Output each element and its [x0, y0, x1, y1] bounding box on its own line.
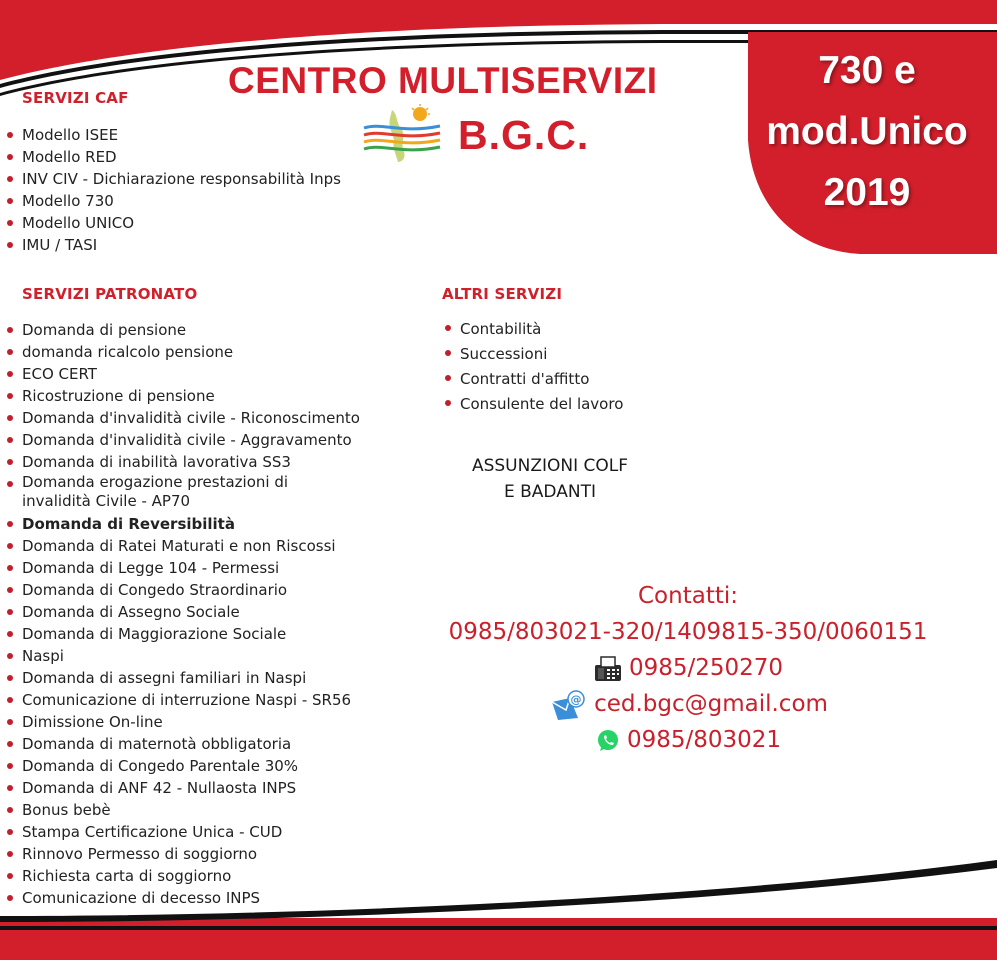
- contacts-phones[interactable]: 0985/803021-320/1409815-350/0060151: [448, 619, 928, 645]
- list-item: Naspi: [2, 645, 360, 667]
- list-item: Contratti d'affitto: [440, 367, 623, 392]
- contacts-whatsapp-row: [418, 722, 958, 758]
- contacts-email[interactable]: ced.bgc@gmail.com: [594, 691, 828, 717]
- list-item: Domanda d'invalidità civile - Aggravamento: [2, 429, 360, 451]
- list-item: Domanda di Congedo Parentale 30%: [2, 755, 360, 777]
- list-item: Consulente del lavoro: [440, 392, 623, 417]
- list-item: Richiesta carta di soggiorno: [2, 865, 360, 887]
- list-item: Modello RED: [2, 146, 341, 168]
- list-item: Domanda di ANF 42 - Nullaosta INPS: [2, 777, 360, 799]
- list-item: Contabilità: [440, 317, 623, 342]
- patronato-list: [2, 319, 360, 909]
- heading-servizi-caf: SERVIZI CAF: [22, 89, 129, 107]
- assunzioni-colf-badanti: [430, 453, 670, 505]
- list-item: Domanda di Congedo Straordinario: [2, 579, 360, 601]
- company-title: CENTRO MULTISERVIZI: [228, 60, 658, 101]
- list-item: Domanda di Legge 104 - Permessi: [2, 557, 360, 579]
- list-item: Modello 730: [2, 190, 341, 212]
- list-item: Comunicazione di decesso INPS: [2, 887, 360, 909]
- contacts-fax[interactable]: 0985/250270: [628, 655, 784, 681]
- list-item: IMU / TASI: [2, 234, 341, 256]
- email-icon: [548, 688, 588, 722]
- fax-icon: [593, 655, 623, 683]
- heading-servizi-patronato: SERVIZI PATRONATO: [22, 285, 198, 303]
- contacts-whatsapp[interactable]: 0985/803021: [626, 727, 782, 753]
- list-item: Domanda di assegni familiari in Naspi: [2, 667, 360, 689]
- list-item: Domanda di Maggiorazione Sociale: [2, 623, 360, 645]
- caf-list: [2, 124, 341, 256]
- list-item: INV CIV - Dichiarazione responsabilità Inps: [2, 168, 341, 190]
- contacts-fax-row: [418, 650, 958, 686]
- svg-text:@: @: [570, 692, 582, 706]
- list-item: Domanda di inabilità lavorativa SS3: [2, 451, 360, 473]
- list-item: domanda ricalcolo pensione: [2, 341, 360, 363]
- colf-line-2: E BADANTI: [504, 482, 596, 502]
- list-item: Stampa Certificazione Unica - CUD: [2, 821, 360, 843]
- list-item: ECO CERT: [2, 363, 360, 385]
- list-item: Modello ISEE: [2, 124, 341, 146]
- list-item: Domanda di Reversibilità: [2, 513, 360, 535]
- badge-line-3: 2019: [823, 171, 911, 214]
- list-item: Ricostruzione di pensione: [2, 385, 360, 407]
- badge-730-unico: [752, 40, 982, 223]
- company-subtitle: B.G.C.: [458, 112, 590, 158]
- altri-list: [440, 317, 623, 417]
- list-item: Successioni: [440, 342, 623, 367]
- list-item: Comunicazione di interruzione Naspi - SR56: [2, 689, 360, 711]
- list-item: Domanda d'invalidità civile - Riconoscimento: [2, 407, 360, 429]
- heading-altri-servizi: ALTRI SERVIZI: [442, 285, 563, 303]
- badge-line-1: 730 e: [818, 49, 916, 92]
- list-item: Rinnovo Permesso di soggiorno: [2, 843, 360, 865]
- list-item: Bonus bebè: [2, 799, 360, 821]
- contacts-email-row: [418, 686, 958, 722]
- colf-line-1: ASSUNZIONI COLF: [471, 456, 629, 476]
- list-item: Domanda di Ratei Maturati e non Riscossi: [2, 535, 360, 557]
- list-item: Domanda di maternotà obbligatoria: [2, 733, 360, 755]
- contacts-block: [418, 578, 958, 758]
- list-item: Domanda erogazione prestazioni di invalidità Civile - AP70: [2, 473, 342, 513]
- calabria-logo-icon: [362, 104, 442, 164]
- list-item: Domanda di Assegno Sociale: [2, 601, 360, 623]
- contacts-label: Contatti:: [638, 583, 738, 609]
- list-item: Domanda di pensione: [2, 319, 360, 341]
- list-item: Modello UNICO: [2, 212, 341, 234]
- list-item: Dimissione On-line: [2, 711, 360, 733]
- badge-line-2: mod.Unico: [766, 110, 968, 153]
- whatsapp-icon: [595, 728, 621, 754]
